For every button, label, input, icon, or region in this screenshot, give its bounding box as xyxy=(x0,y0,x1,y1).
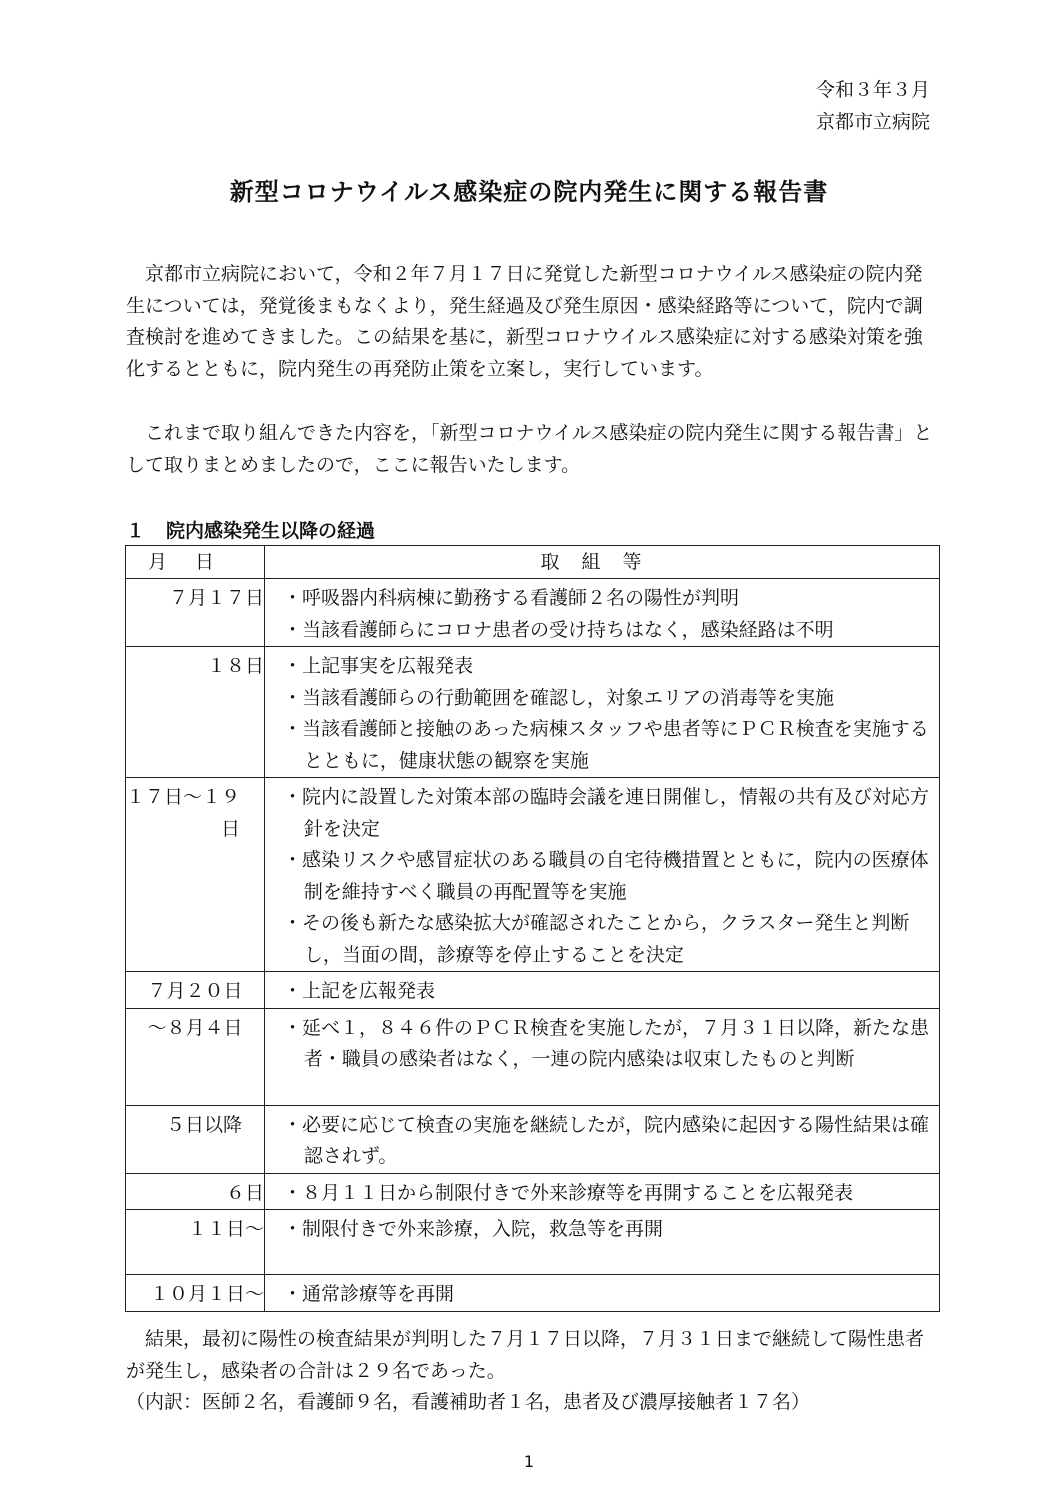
header-actions: 取組等 xyxy=(265,546,940,579)
action-item: ・必要に応じて検査の実施を継続したが，院内感染に起因する陽性結果は確認されず。 xyxy=(283,1113,930,1167)
row-date: １７日～１９日 xyxy=(126,778,265,972)
table-row xyxy=(126,1173,940,1210)
action-item: ・その後も新たな感染拡大が確認されたことから，クラスター発生と判断し，当面の間，診療等を停止することを決定 xyxy=(283,912,910,966)
table-row xyxy=(126,972,940,1009)
action-item: ・上記を広報発表 xyxy=(283,980,436,1002)
action-item: ・当該看護師らにコロナ患者の受け持ちはなく，感染経路は不明 xyxy=(283,618,834,641)
table-row xyxy=(126,778,940,972)
table-row xyxy=(126,1210,940,1275)
action-item: ・延べ１，８４６件のＰＣＲ検査を実施したが，７月３１日以降，新たな患者・職員の感染者はなく，一連の院内感染は収束したものと判断 xyxy=(283,1016,930,1070)
row-date: ６日 xyxy=(126,1173,265,1210)
table-row xyxy=(126,1008,940,1105)
action-item: ・感染リスクや感冒症状のある職員の自宅待機措置とともに，院内の医療体制を維持すべく職員の再配置等を実施 xyxy=(283,849,929,903)
action-item: ・当該看護師と接触のあった病棟スタッフや患者等にＰＣＲ検査を実施するとともに，健康状態の観察を実施 xyxy=(283,718,929,772)
organization-name: 京都市立病院 xyxy=(815,111,930,133)
document-title: 新型コロナウイルス感染症の院内発生に関する報告書 xyxy=(229,178,829,206)
row-actions xyxy=(265,778,940,972)
table-row xyxy=(126,1275,940,1312)
row-date: １０月１日～ xyxy=(126,1275,265,1312)
action-item: ・制限付きで外来診療，入院，救急等を再開 xyxy=(283,1218,664,1240)
row-actions xyxy=(265,972,940,1009)
row-actions xyxy=(265,1105,940,1173)
header-date: 月日 xyxy=(126,546,265,579)
table-row xyxy=(126,1105,940,1173)
breakdown-text: （内訳：医師２名，看護師９名，看護補助者１名，患者及び濃厚接触者１７名） xyxy=(126,1391,811,1413)
row-date: １１日～ xyxy=(126,1210,265,1275)
action-item: ・通常診療等を再開 xyxy=(283,1283,455,1305)
intro-paragraph-2: これまで取り組んできた内容を，「新型コロナウイルス感染症の院内発生に関する報告書」として取りまとめましたので，ここに報告いたします。 xyxy=(126,422,933,476)
result-paragraph: 結果，最初に陽性の検査結果が判明した７月１７日以降，７月３１日まで継続して陽性患者が発生し，感染者の合計は２９名であった。 xyxy=(126,1328,925,1382)
report-date: 令和３年３月 xyxy=(815,79,930,101)
row-actions xyxy=(265,1210,940,1275)
row-actions xyxy=(265,1275,940,1312)
action-item: ・上記事実を広報発表 xyxy=(283,655,474,677)
row-date: ～８月４日 xyxy=(126,1008,265,1105)
section-title: 院内感染発生以降の経過 xyxy=(166,520,376,542)
row-date: ７月２０日 xyxy=(126,972,265,1009)
row-actions xyxy=(265,1173,940,1210)
action-item: ・呼吸器内科病棟に勤務する看護師２名の陽性が判明 xyxy=(283,587,740,609)
intro-paragraph-1: 京都市立病院において，令和２年７月１７日に発覚した新型コロナウイルス感染症の院内発生については，発覚後まもなくより，発生経過及び発生原因・感染経路等について，院内で調査検討を進めてきました。この結果を基に，新型コロナウイルス感染症に対する感染対策を強化するとともに，院内発生の再発防止策を立案し，実行しています。 xyxy=(126,263,923,380)
action-item: ・院内に設置した対策本部の臨時会議を連日開催し，情報の共有及び対応方針を決定 xyxy=(283,786,930,840)
row-actions xyxy=(265,647,940,778)
row-actions xyxy=(265,579,940,647)
row-actions xyxy=(265,1008,940,1105)
action-item: ・当該看護師らの行動範囲を確認し，対象エリアの消毒等を実施 xyxy=(283,686,835,709)
row-date: １８日 xyxy=(126,647,265,778)
table-header-row xyxy=(126,546,940,579)
table-row xyxy=(126,647,940,778)
section-number: １ xyxy=(126,520,146,542)
row-date: ７月１７日 xyxy=(126,579,265,647)
row-date: ５日以降 xyxy=(126,1105,265,1173)
section-heading xyxy=(126,516,375,543)
action-item: ・８月１１日から制限付きで外来診療等を再開することを広報発表 xyxy=(283,1181,854,1204)
table-row xyxy=(126,579,940,647)
page-number: 1 xyxy=(523,1452,535,1471)
timeline-table xyxy=(125,545,940,1312)
